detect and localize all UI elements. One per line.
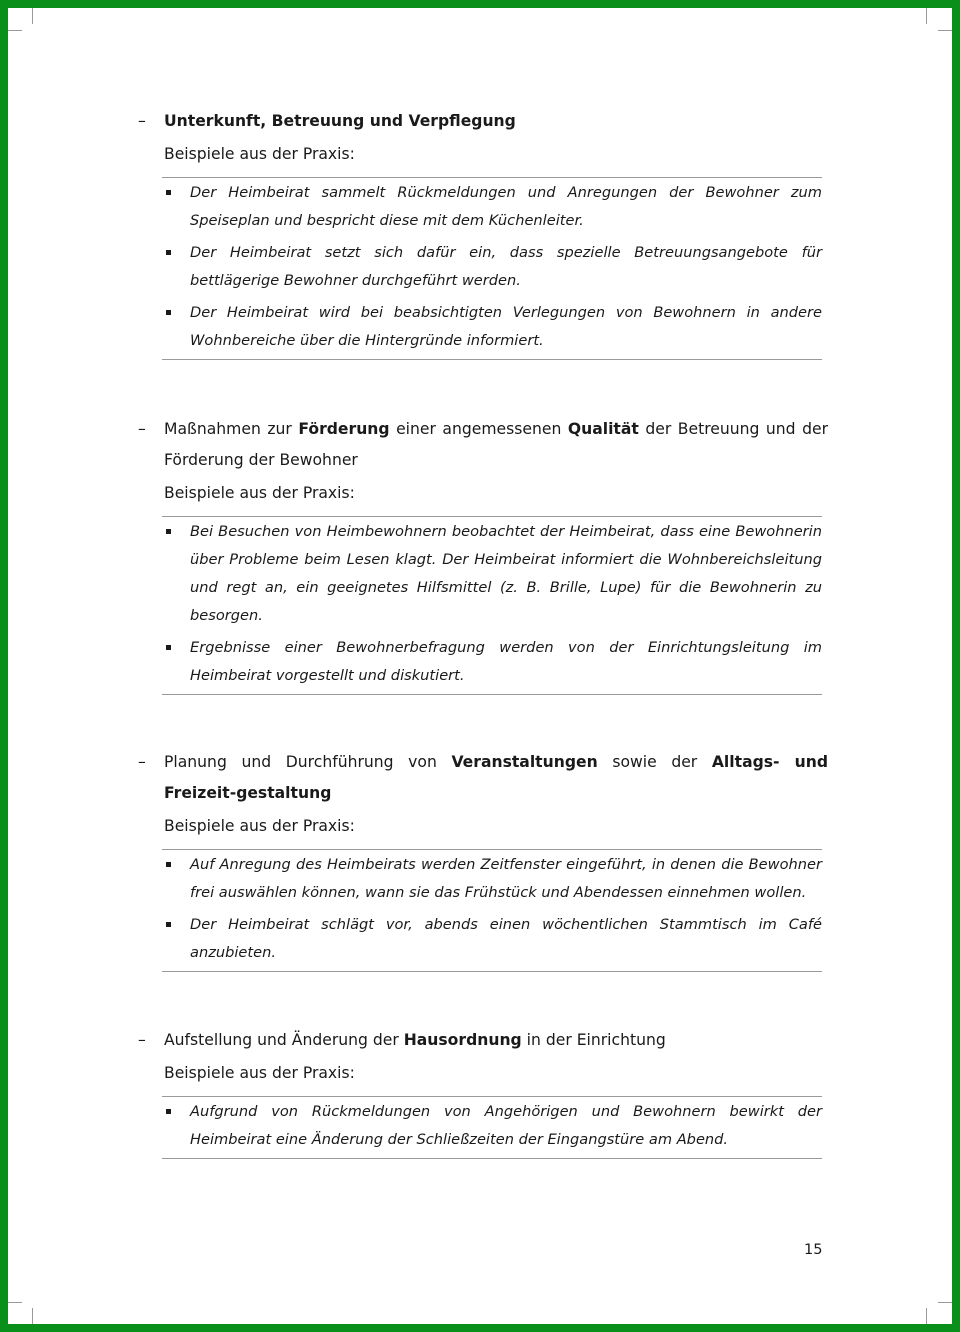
list-item: Der Heimbeirat sammelt Rückmeldungen und Anregungen der Bewohner zum Speiseplan und bespricht diese mit dem Küchenleiter. [162,179,822,235]
praxis-label: Beispiele aus der Praxis: [164,817,355,835]
praxis-label: Beispiele aus der Praxis: [164,484,355,502]
example-box [162,516,822,695]
list-item: Aufgrund von Rückmeldungen von Angehörigen und Bewohnern bewirkt der Heimbeirat eine Änderung der Schließzeiten der Eingangstüre am Abend. [162,1098,822,1154]
crop-mark [926,1308,927,1324]
bullet-icon [166,190,171,195]
section-unterkunft [138,106,828,360]
list-item: Bei Besuchen von Heimbewohnern beobachtet der Heimbeirat, dass eine Bewohnerin über Probleme beim Lesen klagt. Der Heimbeirat informiert die Wohnbereichsleitung und regt an, ein geeignetes Hilfsmittel (z. B. Brille, Lupe) für die Bewohnerin zu besorgen. [162,518,822,630]
crop-mark [926,8,927,24]
crop-mark [8,1302,22,1303]
page-number: 15 [804,1241,823,1258]
praxis-label: Beispiele aus der Praxis: [164,145,355,163]
praxis-label: Beispiele aus der Praxis: [164,1064,355,1082]
dash-marker: – [138,420,146,438]
crop-mark [938,1302,952,1303]
section-hausordnung [138,1025,828,1159]
section-heading: – Aufstellung und Änderung der Hausordnung in der Einrichtung [138,1025,828,1056]
list-item: Der Heimbeirat wird bei beabsichtigten Verlegungen von Bewohnern in andere Wohnbereiche über die Hintergründe informiert. [162,299,822,355]
section-heading: – Maßnahmen zur Förderung einer angemessenen Qualität der Betreuung und der Förderung der Bewohner [138,414,828,476]
section-heading: – Planung und Durchführung von Veranstaltungen sowie der Alltags- und Freizeit-gestaltung [138,747,828,809]
bullet-icon [166,645,171,650]
list-item: Der Heimbeirat schlägt vor, abends einen wöchentlichen Stammtisch im Café anzubieten. [162,911,822,967]
bullet-icon [166,862,171,867]
document-page [8,8,952,1324]
crop-mark [32,1308,33,1324]
section-qualitaet [138,414,828,695]
example-box [162,177,822,360]
bullet-icon [166,250,171,255]
list-item: Ergebnisse einer Bewohnerbefragung werden von der Einrichtungsleitung im Heimbeirat vorgestellt und diskutiert. [162,634,822,690]
crop-mark [8,30,22,31]
example-box [162,849,822,972]
example-box [162,1096,822,1159]
bullet-icon [166,529,171,534]
dash-marker: – [138,112,146,130]
section-heading: – Unterkunft, Betreuung und Verpflegung [138,106,828,137]
list-item: Der Heimbeirat setzt sich dafür ein, dass spezielle Betreuungsangebote für bettlägerige Bewohner durchgeführt werden. [162,239,822,295]
bullet-icon [166,310,171,315]
section-veranstaltungen [138,747,828,972]
list-item: Auf Anregung des Heimbeirats werden Zeitfenster eingeführt, in denen die Bewohner frei auswählen können, wann sie das Frühstück und Abendessen einnehmen wollen. [162,851,822,907]
crop-mark [32,8,33,24]
bullet-icon [166,1109,171,1114]
bullet-icon [166,922,171,927]
dash-marker: – [138,753,146,771]
dash-marker: – [138,1031,146,1049]
crop-mark [938,30,952,31]
